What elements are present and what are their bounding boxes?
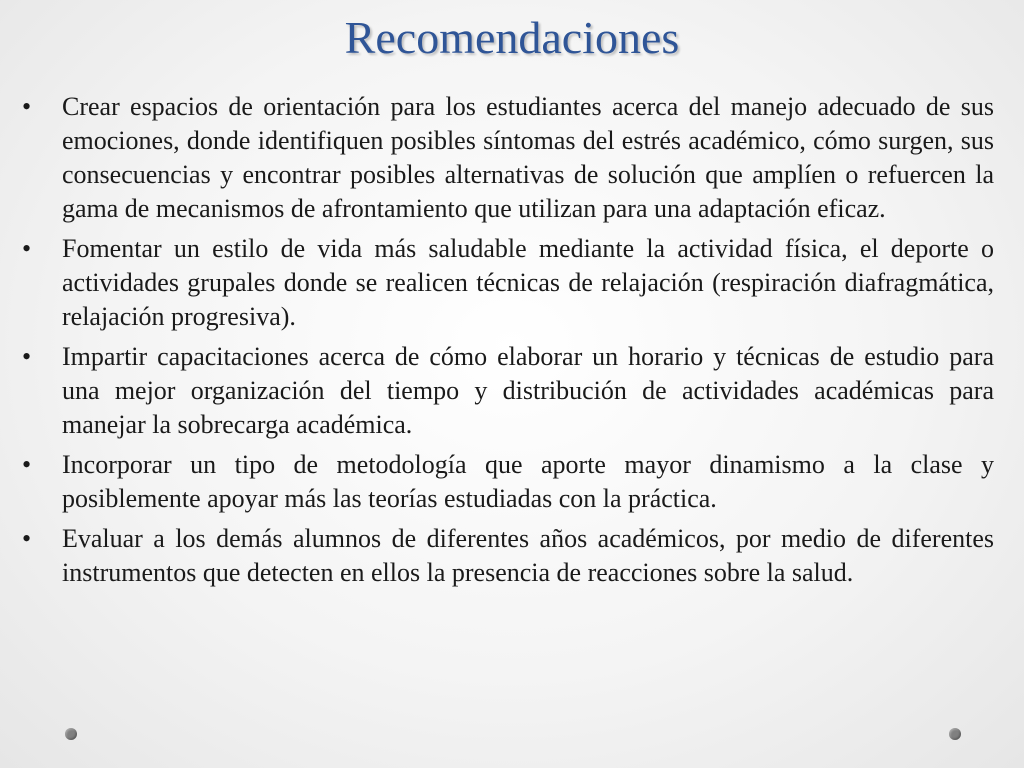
list-item	[22, 232, 994, 334]
bullet-icon: •	[22, 92, 32, 121]
list-item	[22, 90, 994, 226]
recommendations-list	[22, 90, 994, 596]
bullet-icon: •	[22, 342, 32, 371]
bullet-icon: •	[22, 524, 32, 553]
decorative-dot-icon	[949, 728, 961, 740]
list-item	[22, 340, 994, 442]
slide-title: Recomendaciones	[344, 12, 680, 63]
list-item-text: Fomentar un estilo de vida más saludable mediante la actividad física, el deporte o actividades grupales donde se realicen técnicas de relajación (respiración diafragmática, relajación progresiva).	[62, 234, 994, 331]
list-item	[22, 448, 994, 516]
decorative-dot-icon	[65, 728, 77, 740]
bullet-icon: •	[22, 450, 32, 479]
list-item-text: Evaluar a los demás alumnos de diferentes años académicos, por medio de diferentes instrumentos que detecten en ellos la presencia de reacciones sobre la salud.	[62, 524, 994, 587]
list-item	[22, 522, 994, 590]
list-item-text: Impartir capacitaciones acerca de cómo elaborar un horario y técnicas de estudio para una mejor organización del tiempo y distribución de actividades académicas para manejar la sobrecarga académica.	[62, 342, 994, 439]
bullet-icon: •	[22, 234, 32, 263]
list-item-text: Crear espacios de orientación para los estudiantes acerca del manejo adecuado de sus emociones, donde identifiquen posibles síntomas del estrés académico, cómo surgen, sus consecuencias y encontrar posibles alternativas de solución que amplíen o refuercen la gama de mecanismos de afrontamiento que utilizan para una adaptación eficaz.	[62, 92, 994, 223]
list-item-text: Incorporar un tipo de metodología que aporte mayor dinamismo a la clase y posiblemente apoyar más las teorías estudiadas con la práctica.	[62, 450, 994, 513]
